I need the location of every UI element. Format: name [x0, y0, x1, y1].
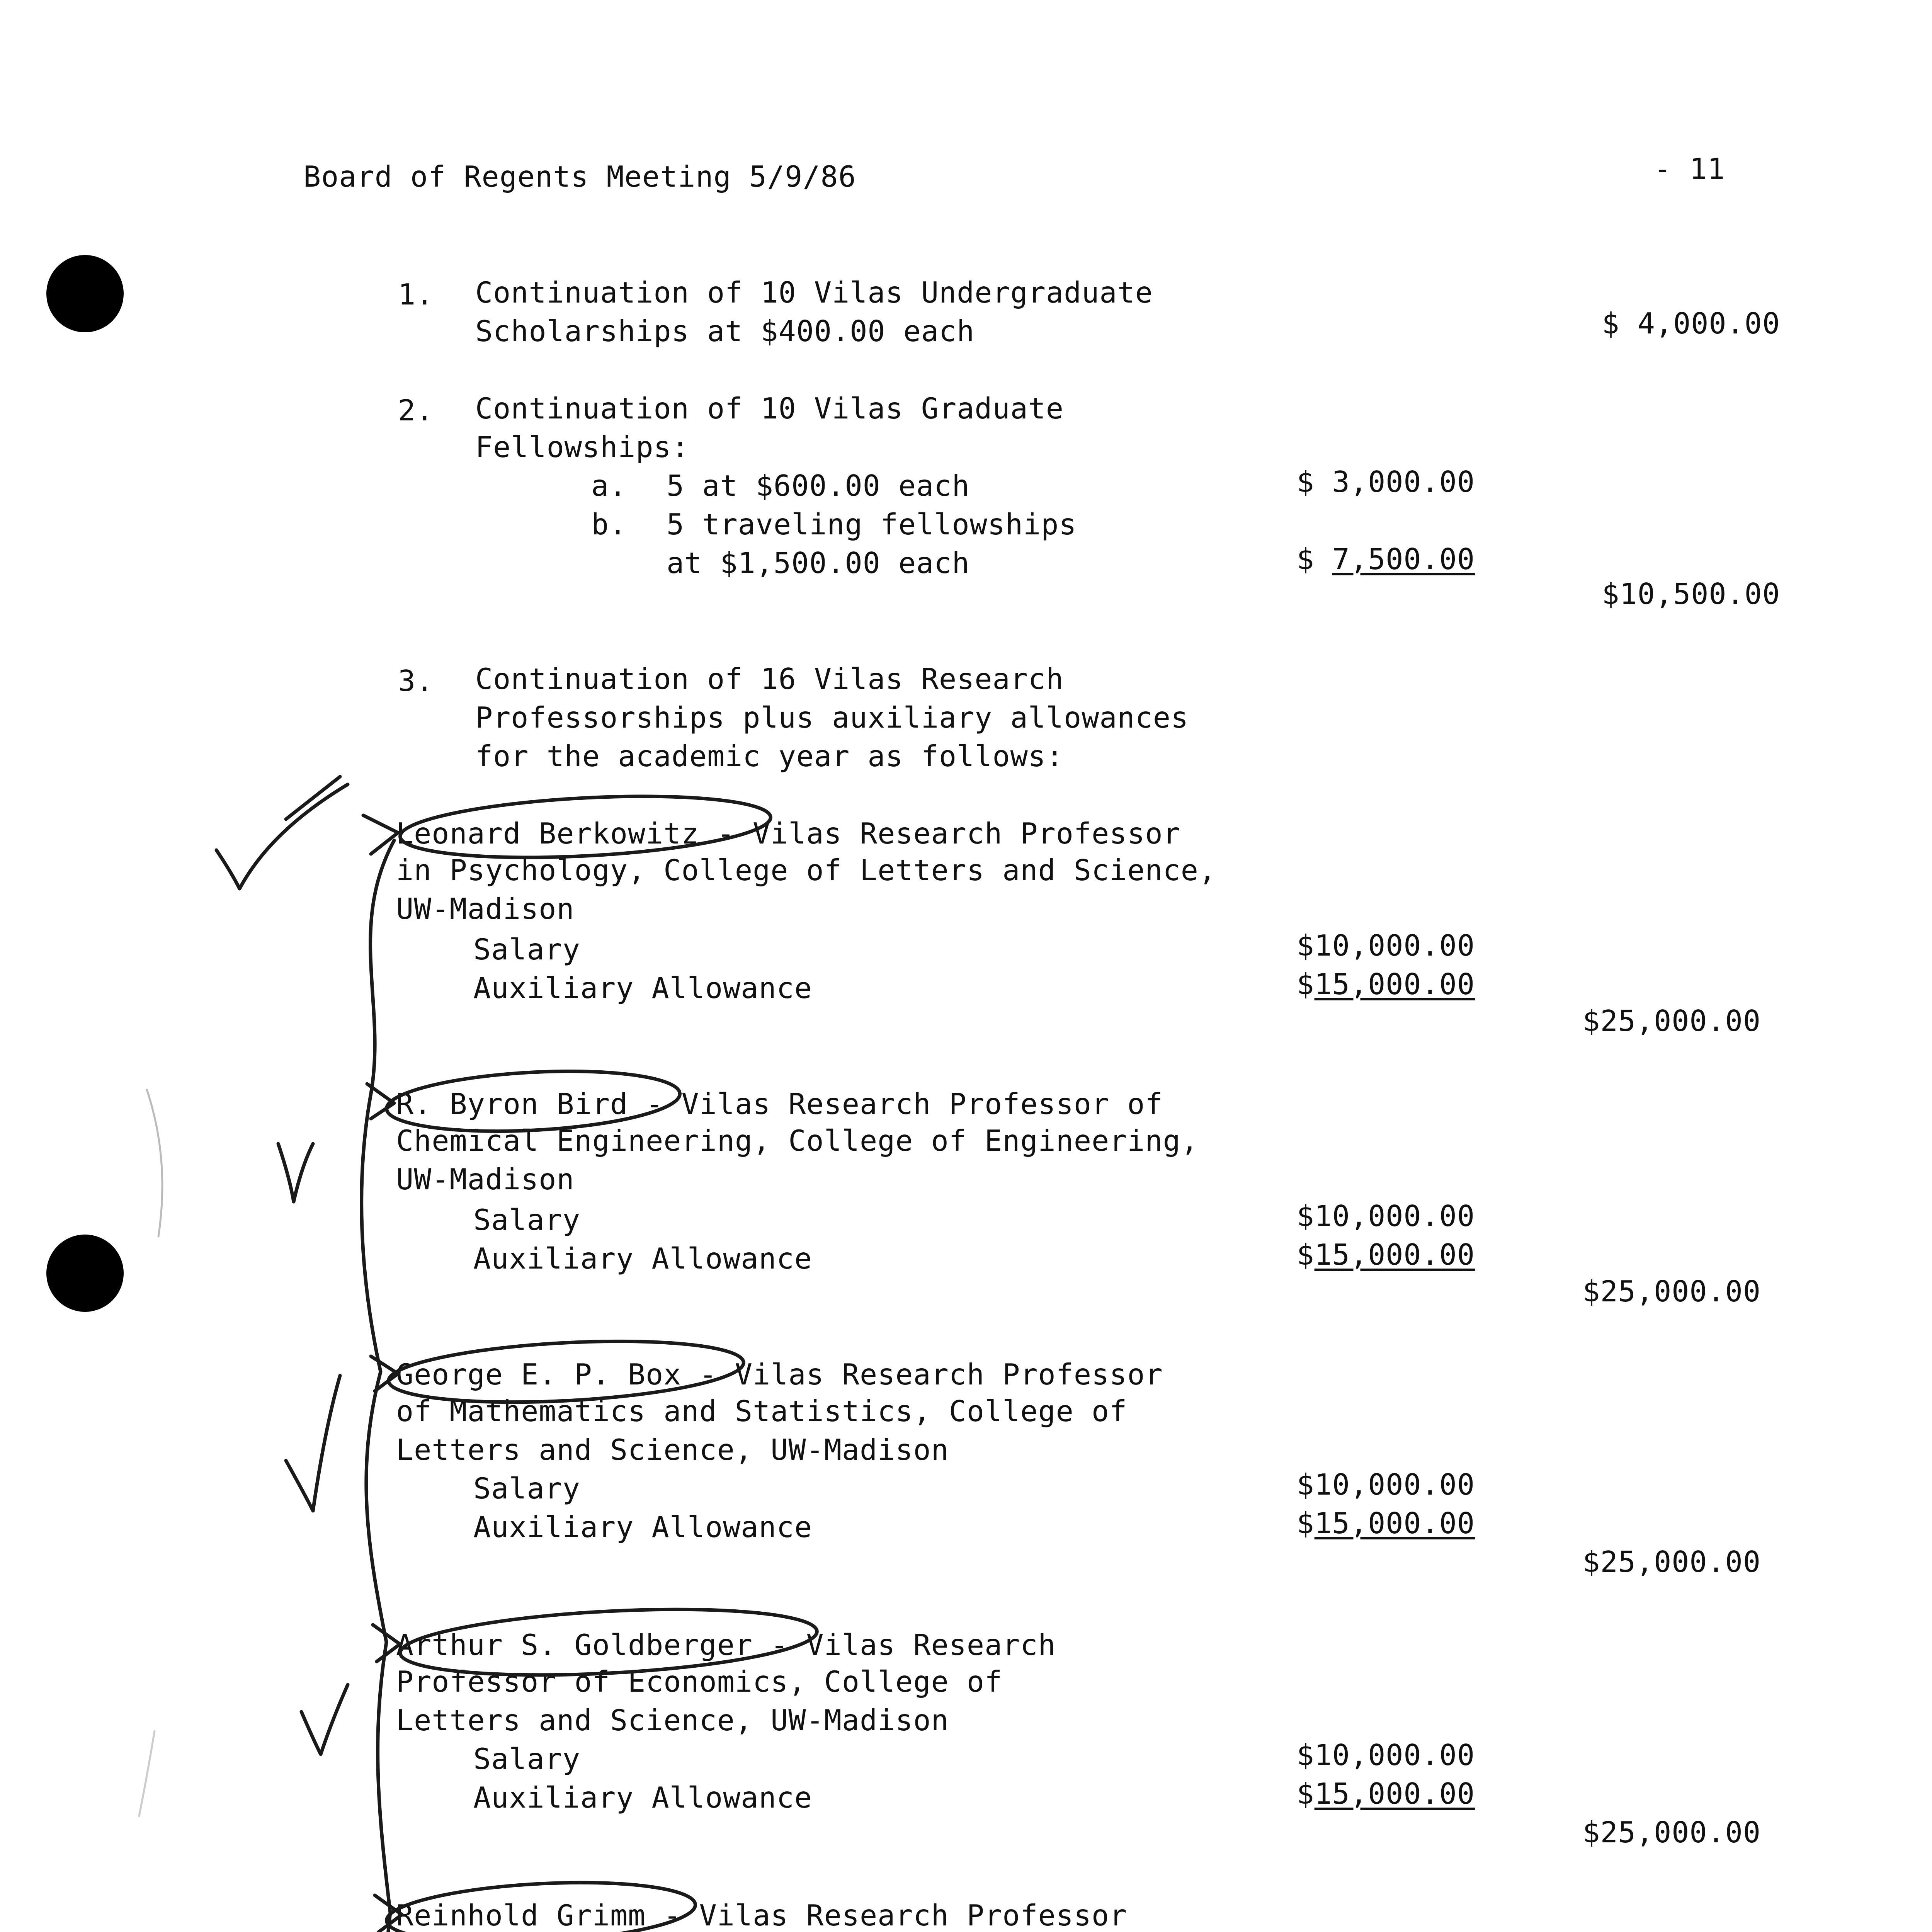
name-circle	[385, 1065, 682, 1138]
item-line: Continuation of 10 Vilas Graduate	[475, 391, 1064, 425]
salary-label: Salary	[473, 932, 580, 966]
stray-mark	[147, 1090, 162, 1236]
professor-total: $25,000.00	[1582, 1274, 1761, 1308]
sub-line: 5 traveling fellowships	[667, 507, 1077, 541]
allowance-label: Auxiliary Allowance	[473, 1781, 812, 1815]
item-total: $ 4,000.00	[1602, 306, 1780, 340]
check-mark	[286, 1376, 340, 1511]
professor-desc: Letters and Science, UW-Madison	[396, 1703, 949, 1737]
professor-name: George E. P. Box	[396, 1357, 682, 1391]
professor-name: Arthur S. Goldberger	[396, 1628, 753, 1662]
amount-value: 15,000.00	[1314, 1506, 1475, 1540]
professor-name: R. Byron Bird	[396, 1087, 628, 1121]
connector-line	[362, 840, 641, 1932]
item-line: Scholarships at $400.00 each	[475, 314, 975, 348]
amount-prefix: $	[1296, 542, 1332, 576]
salary-amount: $10,000.00	[1296, 1199, 1475, 1233]
professor-total: $25,000.00	[1582, 1004, 1761, 1038]
item-number: 3.	[398, 664, 434, 698]
allowance-label: Auxiliary Allowance	[473, 1510, 812, 1544]
professor-desc: of Mathematics and Statistics, College of	[396, 1394, 1128, 1428]
professor-desc: UW-Madison	[396, 1162, 575, 1196]
amount-value: 15,000.00	[1314, 967, 1475, 1001]
item-line: for the academic year as follows:	[475, 739, 1064, 773]
name-circle	[385, 1876, 697, 1932]
professor-title: - Vilas Research Professor	[646, 1898, 1128, 1932]
check-mark	[286, 777, 340, 819]
salary-label: Salary	[473, 1203, 580, 1237]
item-number: 1.	[398, 277, 434, 311]
professor-title: - Vilas Research Professor	[699, 816, 1181, 850]
header-title: Board of Regents Meeting 5/9/86	[303, 160, 856, 194]
salary-label: Salary	[473, 1742, 580, 1776]
amount-value: 7,500.00	[1332, 542, 1475, 576]
sub-letter: b.	[591, 507, 627, 541]
amount-prefix: $	[1296, 967, 1315, 1001]
professor-total: $25,000.00	[1582, 1545, 1761, 1579]
name-circle	[399, 1600, 819, 1684]
item-line: Continuation of 16 Vilas Research	[475, 662, 1064, 696]
amount-prefix: $	[1296, 1238, 1315, 1272]
item-line: Fellowships:	[475, 430, 689, 464]
arrowhead	[363, 815, 398, 854]
professor-title: - Vilas Research	[753, 1628, 1056, 1662]
professor-desc: Professor of Economics, College of	[396, 1665, 1003, 1699]
professor-name: Leonard Berkowitz	[396, 816, 699, 850]
amount-value: 15,000.00	[1314, 1777, 1475, 1811]
check-mark	[278, 1144, 313, 1202]
salary-amount: $10,000.00	[1296, 1468, 1475, 1502]
sub-amount: $ 3,000.00	[1296, 465, 1475, 499]
salary-amount: $10,000.00	[1296, 929, 1475, 963]
sub-line: 5 at $600.00 each	[667, 469, 970, 503]
sub-letter: a.	[591, 469, 627, 503]
amount-value: 15,000.00	[1314, 1238, 1475, 1272]
item-line: Professorships plus auxiliary allowances	[475, 701, 1189, 735]
allowance-label: Auxiliary Allowance	[473, 1242, 812, 1276]
amount-prefix: $	[1296, 1506, 1315, 1540]
amount-prefix: $	[1296, 1777, 1315, 1811]
check-mark	[301, 1685, 348, 1754]
item-number: 2.	[398, 393, 434, 427]
professor-title: - Vilas Research Professor of	[628, 1087, 1163, 1121]
allowance-label: Auxiliary Allowance	[473, 971, 812, 1005]
professor-desc: UW-Madison	[396, 892, 575, 926]
professor-desc: Chemical Engineering, College of Engineering,	[396, 1124, 1199, 1158]
salary-amount: $10,000.00	[1296, 1738, 1475, 1772]
name-circle	[387, 1333, 745, 1410]
item-line: Continuation of 10 Vilas Undergraduate	[475, 276, 1153, 310]
page-number: - 11	[1654, 152, 1725, 186]
professor-name: Reinhold Grimm	[396, 1898, 646, 1932]
professor-desc: in Psychology, College of Letters and Science,	[396, 853, 1217, 887]
professor-title: - Vilas Research Professor	[681, 1357, 1163, 1391]
sub-line: at $1,500.00 each	[667, 546, 970, 580]
salary-label: Salary	[473, 1471, 580, 1505]
professor-desc: Letters and Science, UW-Madison	[396, 1433, 949, 1467]
name-circle	[399, 788, 772, 866]
item-total: $10,500.00	[1602, 577, 1780, 611]
professor-total: $25,000.00	[1582, 1815, 1761, 1849]
check-mark	[216, 784, 348, 889]
stray-mark	[139, 1731, 155, 1816]
